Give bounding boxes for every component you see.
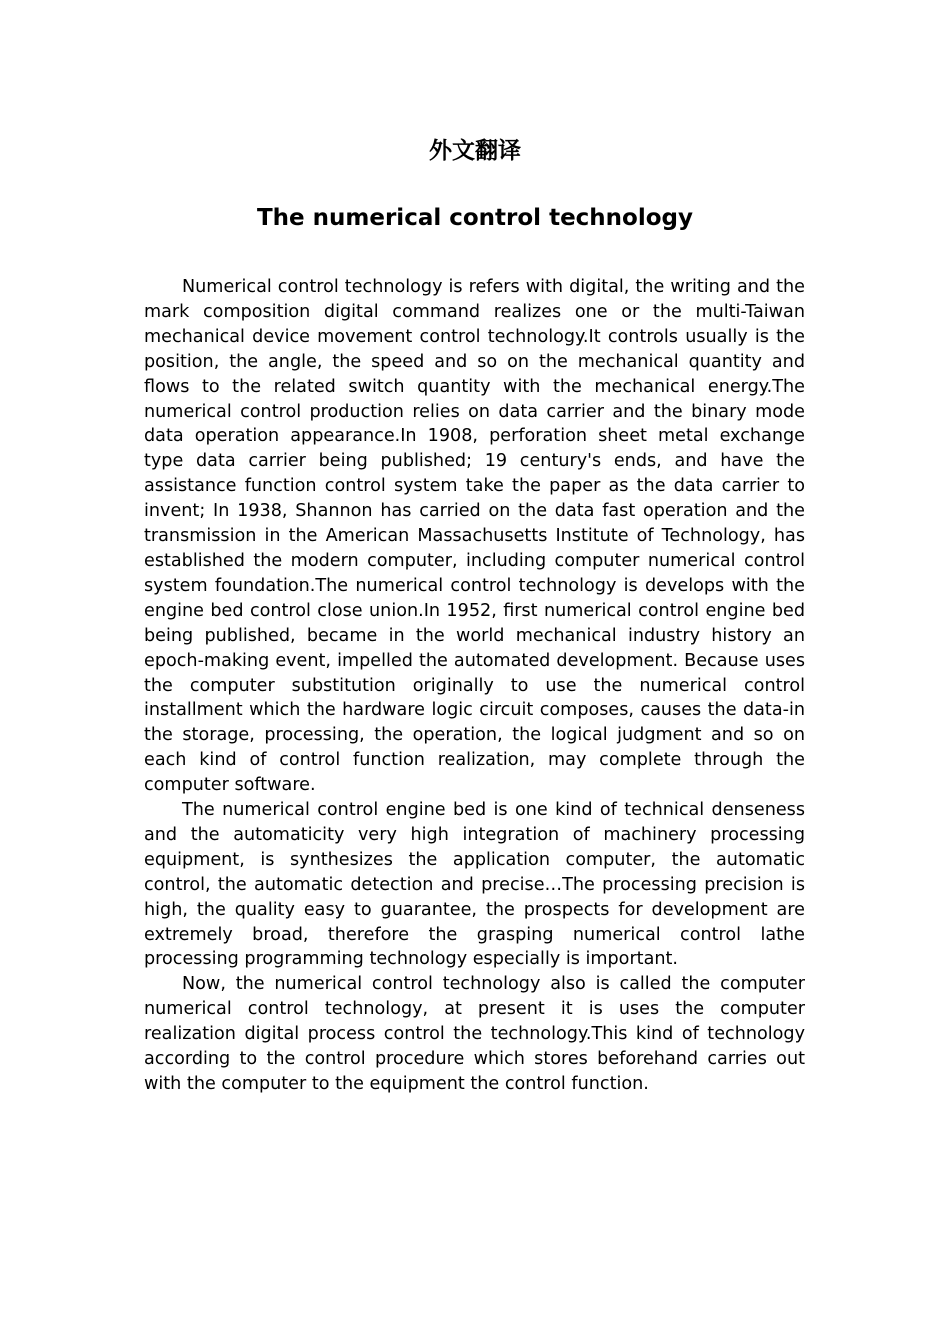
body-paragraph-1: Numerical control technology is refers with digital, the writing and the mark composition digital command realizes one or the multi-Taiwan mechanical device movement control technology.It controls usually is the position, the angle, the speed and so on the mechanical quantity and flows to the related switch quantity with the mechanical energy.The numerical control production relies on data carrier and the binary mode data operation appearance.In 1908, perforation sheet metal exchange type data carrier being published; 19 century's ends, and have the assistance function control system take the paper as the data carrier to invent; In 1938, Shannon has carried on the data fast operation and the transmission in the American Massachusetts Institute of Technology, has established the modern computer, including computer numerical control system foundation.The numerical control technology is develops with the engine bed control close union.In 1952, first numerical control engine bed being published, became in the world mechanical industry history an epoch-making event, impelled the automated development. Because uses the computer substitution originally to use the numerical control installment which the hardware logic circuit composes, causes the data-in the storage, processing, the operation, the logical judgment and so on each kind of control function realization, may complete through the computer software. [144,277,805,796]
body-paragraph-2: The numerical control engine bed is one kind of technical denseness and the automaticity very high integration of machinery processing equipment, is synthesizes the application computer, the automatic control, the automatic detection and precise…The processing precision is high, the quality easy to guarantee, the prospects for development are extremely broad, therefore the grasping numerical control lathe processing programming technology especially is important. [144,800,805,970]
body-paragraph-3: Now, the numerical control technology also is called the computer numerical control technology, at present it is uses the computer realization digital process control the technology.This kind of technology according to the control procedure which stores beforehand carries out with the computer to the equipment the control function. [144,974,805,1094]
document-heading: 外文翻译 [429,138,521,164]
document-body [144,275,805,1097]
document-title: The numerical control technology [256,205,693,231]
